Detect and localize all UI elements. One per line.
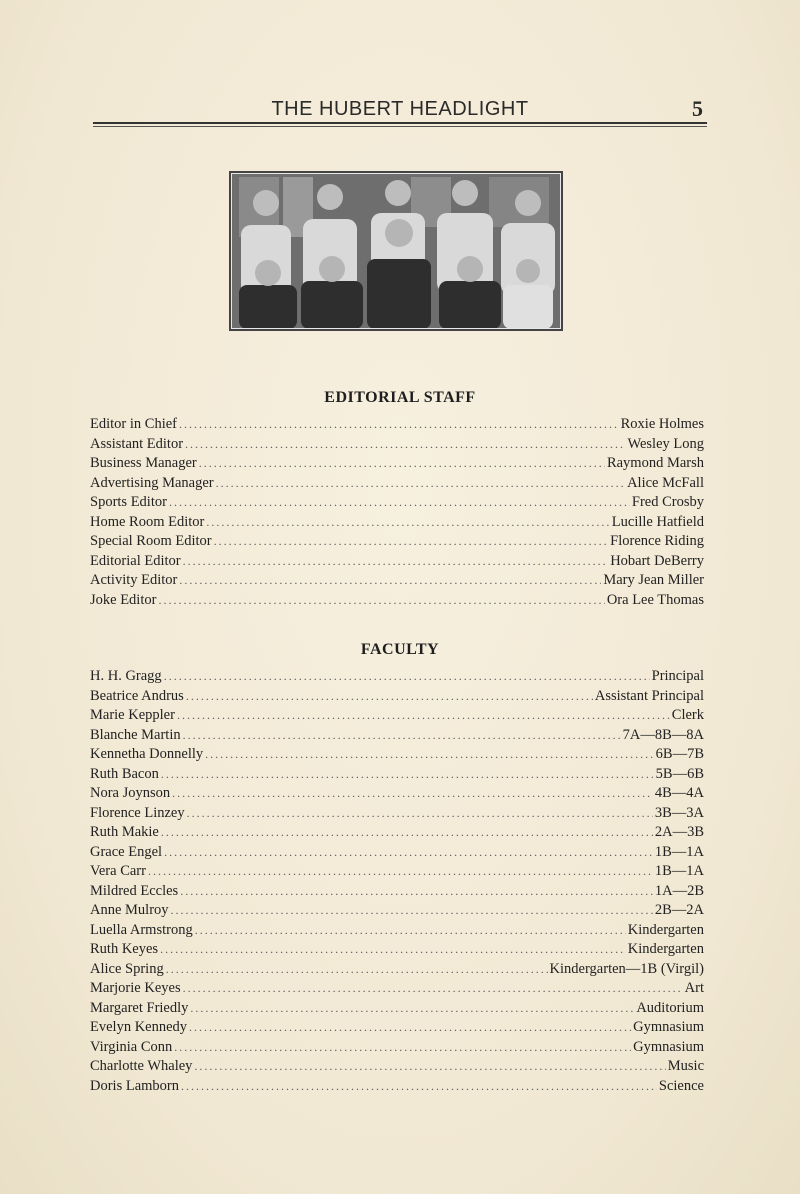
list-item xyxy=(90,746,704,766)
dot-leader xyxy=(158,593,604,608)
page-header xyxy=(93,96,707,124)
staff-photo xyxy=(229,171,563,331)
list-item xyxy=(90,980,704,1000)
teacher-name: Ruth Bacon xyxy=(90,765,159,782)
staff-name: Wesley Long xyxy=(627,435,704,452)
list-item xyxy=(90,592,704,612)
teacher-assignment: 2B—2A xyxy=(654,902,704,918)
teacher-assignment: Gymnasium xyxy=(633,1038,704,1055)
dot-leader xyxy=(183,981,683,996)
list-item xyxy=(90,785,704,805)
list-item xyxy=(90,688,704,708)
teacher-name: Blanche Martin xyxy=(90,726,181,743)
teacher-assignment: Kindergarten xyxy=(627,921,704,938)
role-label: Advertising Manager xyxy=(90,474,214,491)
dot-leader xyxy=(179,417,619,432)
staff-name: Fred Crosby xyxy=(631,494,704,510)
list-item xyxy=(90,436,704,456)
list-item xyxy=(90,1000,704,1020)
teacher-name: Kennetha Donnelly xyxy=(90,746,204,762)
teacher-name: Evelyn Kennedy xyxy=(90,1019,188,1035)
header-rule xyxy=(93,126,707,127)
teacher-name: Doris Lamborn xyxy=(90,1077,179,1094)
teacher-assignment: Principal xyxy=(651,668,704,684)
dot-leader xyxy=(216,476,625,491)
list-item xyxy=(90,1019,704,1039)
teacher-assignment: 3B—3A xyxy=(654,804,704,821)
dot-leader xyxy=(172,786,653,801)
teacher-assignment: Kindergarten—1B (Virgil) xyxy=(549,960,704,977)
list-item xyxy=(90,455,704,475)
teacher-assignment: Clerk xyxy=(671,707,704,723)
teacher-assignment: Science xyxy=(658,1077,704,1094)
teacher-name: H. H. Gragg xyxy=(90,668,162,684)
list-item xyxy=(90,553,704,573)
role-label: Special Room Editor xyxy=(90,533,212,549)
list-item xyxy=(90,475,704,495)
list-item xyxy=(90,668,704,688)
page-number: 5 xyxy=(692,96,703,121)
dot-leader xyxy=(177,708,670,723)
dot-leader xyxy=(169,495,630,510)
teacher-assignment: 1B—1A xyxy=(654,863,704,879)
teacher-name: Beatrice Andrus xyxy=(90,687,184,704)
dot-leader xyxy=(174,1040,631,1055)
dot-leader xyxy=(148,864,653,879)
staff-name: Alice McFall xyxy=(627,474,704,491)
teacher-assignment: Art xyxy=(684,980,704,996)
editorial-staff-list xyxy=(90,416,704,611)
dot-leader xyxy=(179,573,601,588)
list-item xyxy=(90,494,704,514)
teacher-assignment: Auditorium xyxy=(636,999,704,1016)
list-item xyxy=(90,961,704,981)
editorial-staff-heading: EDITORIAL STAFF xyxy=(324,389,476,406)
list-item xyxy=(90,902,704,922)
faculty-list xyxy=(90,668,704,1097)
list-item xyxy=(90,941,704,961)
teacher-name: Anne Mulroy xyxy=(90,902,169,918)
list-item xyxy=(90,922,704,942)
list-item xyxy=(90,766,704,786)
teacher-assignment: 4B—4A xyxy=(654,785,704,801)
dot-leader xyxy=(183,728,621,743)
dot-leader xyxy=(190,1001,634,1016)
teacher-name: Mildred Eccles xyxy=(90,882,179,899)
staff-name: Roxie Holmes xyxy=(620,416,704,432)
dot-leader xyxy=(185,437,625,452)
teacher-name: Charlotte Whaley xyxy=(90,1058,193,1074)
teacher-assignment: 7A—8B—8A xyxy=(622,726,704,743)
dot-leader xyxy=(183,554,609,569)
dot-leader xyxy=(161,767,654,782)
teacher-assignment: 1B—1A xyxy=(654,843,704,860)
role-label: Editorial Editor xyxy=(90,552,181,569)
teacher-name: Margaret Friedly xyxy=(90,999,189,1016)
teacher-name: Florence Linzey xyxy=(90,804,185,821)
dot-leader xyxy=(186,689,593,704)
list-item xyxy=(90,1078,704,1098)
teacher-name: Nora Joynson xyxy=(90,785,171,801)
list-item xyxy=(90,727,704,747)
teacher-name: Marie Keppler xyxy=(90,707,175,723)
dot-leader xyxy=(164,669,650,684)
list-item xyxy=(90,805,704,825)
dot-leader xyxy=(164,845,653,860)
list-item xyxy=(90,863,704,883)
dot-leader xyxy=(214,534,609,549)
list-item xyxy=(90,1058,704,1078)
staff-name: Raymond Marsh xyxy=(606,455,704,471)
list-item xyxy=(90,707,704,727)
teacher-name: Virginia Conn xyxy=(90,1038,173,1055)
list-item xyxy=(90,883,704,903)
list-item xyxy=(90,844,704,864)
teacher-name: Marjorie Keyes xyxy=(90,980,181,996)
dot-leader xyxy=(206,515,609,530)
teacher-assignment: 6B—7B xyxy=(655,746,704,762)
teacher-name: Vera Carr xyxy=(90,863,146,879)
dot-leader xyxy=(160,942,626,957)
dot-leader xyxy=(189,1020,631,1035)
dot-leader xyxy=(199,456,605,471)
teacher-assignment: Gymnasium xyxy=(633,1019,704,1035)
teacher-name: Ruth Makie xyxy=(90,824,159,840)
staff-name: Ora Lee Thomas xyxy=(606,591,704,608)
role-label: Editor in Chief xyxy=(90,416,177,432)
role-label: Business Manager xyxy=(90,455,197,471)
staff-name: Florence Riding xyxy=(610,533,704,549)
teacher-name: Luella Armstrong xyxy=(90,921,193,938)
staff-name: Mary Jean Miller xyxy=(603,572,704,588)
dot-leader xyxy=(181,1079,657,1094)
publication-title: THE HUBERT HEADLIGHT xyxy=(271,98,529,120)
role-label: Assistant Editor xyxy=(90,435,184,452)
teacher-assignment: Music xyxy=(667,1058,704,1074)
teacher-assignment: Kindergarten xyxy=(627,941,704,957)
list-item xyxy=(90,1039,704,1059)
dot-leader xyxy=(180,884,653,899)
staff-name: Hobart DeBerry xyxy=(610,552,704,569)
teacher-name: Grace Engel xyxy=(90,843,163,860)
role-label: Activity Editor xyxy=(90,572,178,588)
role-label: Home Room Editor xyxy=(90,513,205,530)
list-item xyxy=(90,824,704,844)
teacher-assignment: 5B—6B xyxy=(655,765,704,782)
role-label: Joke Editor xyxy=(90,591,157,608)
teacher-assignment: 1A—2B xyxy=(654,882,704,899)
dot-leader xyxy=(161,825,653,840)
teacher-name: Alice Spring xyxy=(90,960,164,977)
list-item xyxy=(90,533,704,553)
dot-leader xyxy=(195,923,626,938)
dot-leader xyxy=(194,1059,665,1074)
faculty-heading: FACULTY xyxy=(360,641,440,658)
teacher-assignment: 2A—3B xyxy=(654,824,704,840)
list-item xyxy=(90,416,704,436)
role-label: Sports Editor xyxy=(90,494,167,510)
list-item xyxy=(90,572,704,592)
list-item xyxy=(90,514,704,534)
dot-leader xyxy=(171,903,653,918)
teacher-assignment: Assistant Principal xyxy=(594,687,704,704)
staff-name: Lucille Hatfield xyxy=(611,513,704,530)
dot-leader xyxy=(205,747,654,762)
dot-leader xyxy=(187,806,653,821)
teacher-name: Ruth Keyes xyxy=(90,941,159,957)
dot-leader xyxy=(166,962,548,977)
